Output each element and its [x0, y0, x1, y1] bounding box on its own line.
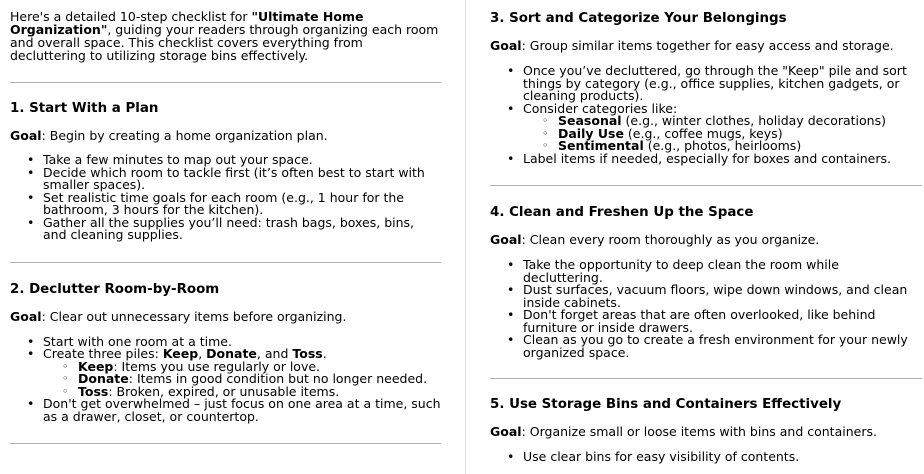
section-5-list	[490, 451, 922, 464]
intro-text-rest: , guiding your readers through organizing each room and overall space. This checklist covers everything from decluttering to utilizing storage bins effectively.	[10, 22, 439, 63]
goal-text: : Begin by creating a home organization plan.	[41, 128, 328, 143]
list-item: • Take a few minutes to map out your space.	[10, 154, 441, 167]
section-3-goal	[490, 39, 922, 52]
sub-item-text: : Items you use regularly or love.	[113, 358, 321, 374]
goal-label: Goal	[490, 38, 522, 53]
sub-item-label: Toss	[78, 383, 109, 399]
sub-item-label: Donate	[78, 371, 129, 386]
pile-toss: Toss	[292, 346, 323, 361]
list-item: • Don't get overwhelmed – just focus on one area at a time, such as a drawer, closet, or countertop.	[10, 398, 441, 423]
section-3-title: 3. Sort and Categorize Your Belongings	[490, 11, 787, 26]
intro-title: "Ultimate Home Organization"	[10, 9, 364, 37]
sub-item-label: Daily Use	[558, 125, 624, 141]
list-item: • Consider categories like:	[490, 103, 922, 116]
sub-item-text: : Items in good condition but no longer needed.	[128, 371, 428, 386]
section-5-title: 5. Use Storage Bins and Containers Effectively	[490, 397, 842, 412]
goal-label: Goal	[490, 424, 522, 439]
section-3-list	[490, 65, 922, 165]
goal-text: : Group similar items together for easy access and storage.	[521, 38, 894, 53]
list-item: • Take the opportunity to deep clean the room while decluttering.	[490, 259, 922, 284]
sub-item-text: (e.g., winter clothes, holiday decorations)	[621, 113, 886, 128]
section-divider	[490, 185, 922, 186]
section-divider	[10, 262, 441, 263]
section-1-list	[10, 154, 441, 242]
section-1-title: 1. Start With a Plan	[10, 101, 159, 116]
intro-text: Here's a detailed 10-step checklist for	[10, 9, 252, 24]
list-item: • Clean as you go to create a fresh environment for your newly organized space.	[490, 334, 922, 359]
section-1-goal	[10, 129, 441, 142]
goal-text: : Clean every room thoroughly as you organize.	[521, 232, 820, 247]
list-item: • Once you’ve decluttered, go through the "Keep" pile and sort things by category (e.g., office supplies, kitchen gadgets, or cleaning products).	[490, 65, 922, 103]
sub-item-text: (e.g., coffee mugs, keys)	[623, 125, 783, 141]
intro-paragraph	[10, 10, 441, 62]
list-item: • Start with one room at a time.	[10, 336, 441, 349]
section-4-list	[490, 259, 922, 359]
sub-item-text: (e.g., photos, heirlooms)	[643, 138, 802, 153]
list-item: • Dust surfaces, vacuum floors, wipe down windows, and clean inside cabinets.	[490, 284, 922, 309]
list-item: • Label items if needed, especially for boxes and containers.	[490, 153, 922, 166]
section-divider	[10, 82, 441, 83]
sub-item-text: : Broken, expired, or unusable items.	[108, 383, 340, 399]
goal-label: Goal	[10, 308, 42, 324]
item-text: .	[322, 346, 327, 361]
goal-text: : Clear out unnecessary items before organizing.	[41, 308, 347, 324]
section-4-title: 4. Clean and Freshen Up the Space	[490, 205, 754, 220]
section-2-goal	[10, 310, 441, 323]
list-item: • Don't forget areas that are often overlooked, like behind furniture or inside drawers.	[490, 309, 922, 334]
sub-item-label: Keep	[78, 358, 114, 374]
right-column	[490, 0, 922, 464]
left-column	[10, 0, 441, 444]
pile-keep: Keep	[162, 346, 199, 361]
item-text: ,	[198, 346, 207, 361]
section-5-goal	[490, 425, 922, 438]
item-text: , and	[256, 346, 293, 361]
list-item: • Gather all the supplies you’ll need: trash bags, boxes, bins, and cleaning supplies.	[10, 217, 441, 242]
list-item: • Set realistic time goals for each room (e.g., 1 hour for the bathroom, 3 hours for the kitchen).	[10, 192, 441, 217]
sub-item-label: Sentimental	[558, 138, 644, 153]
section-2-title: 2. Declutter Room-by-Room	[10, 281, 220, 297]
item-text: Create three piles:	[43, 346, 163, 361]
list-item: • Use clear bins for easy visibility of contents.	[490, 451, 922, 464]
pile-donate: Donate	[206, 346, 257, 361]
goal-label: Goal	[10, 128, 42, 143]
section-divider	[10, 443, 441, 444]
section-4-goal	[490, 233, 922, 246]
section-divider	[490, 378, 922, 379]
goal-text: : Organize small or loose items with bins and containers.	[521, 424, 877, 439]
section-2-list	[10, 333, 441, 424]
sub-item-label: Seasonal	[558, 113, 622, 128]
column-divider	[465, 0, 466, 474]
list-item: • Decide which room to tackle first (it’s often best to start with smaller spaces).	[10, 167, 441, 192]
goal-label: Goal	[490, 232, 522, 247]
